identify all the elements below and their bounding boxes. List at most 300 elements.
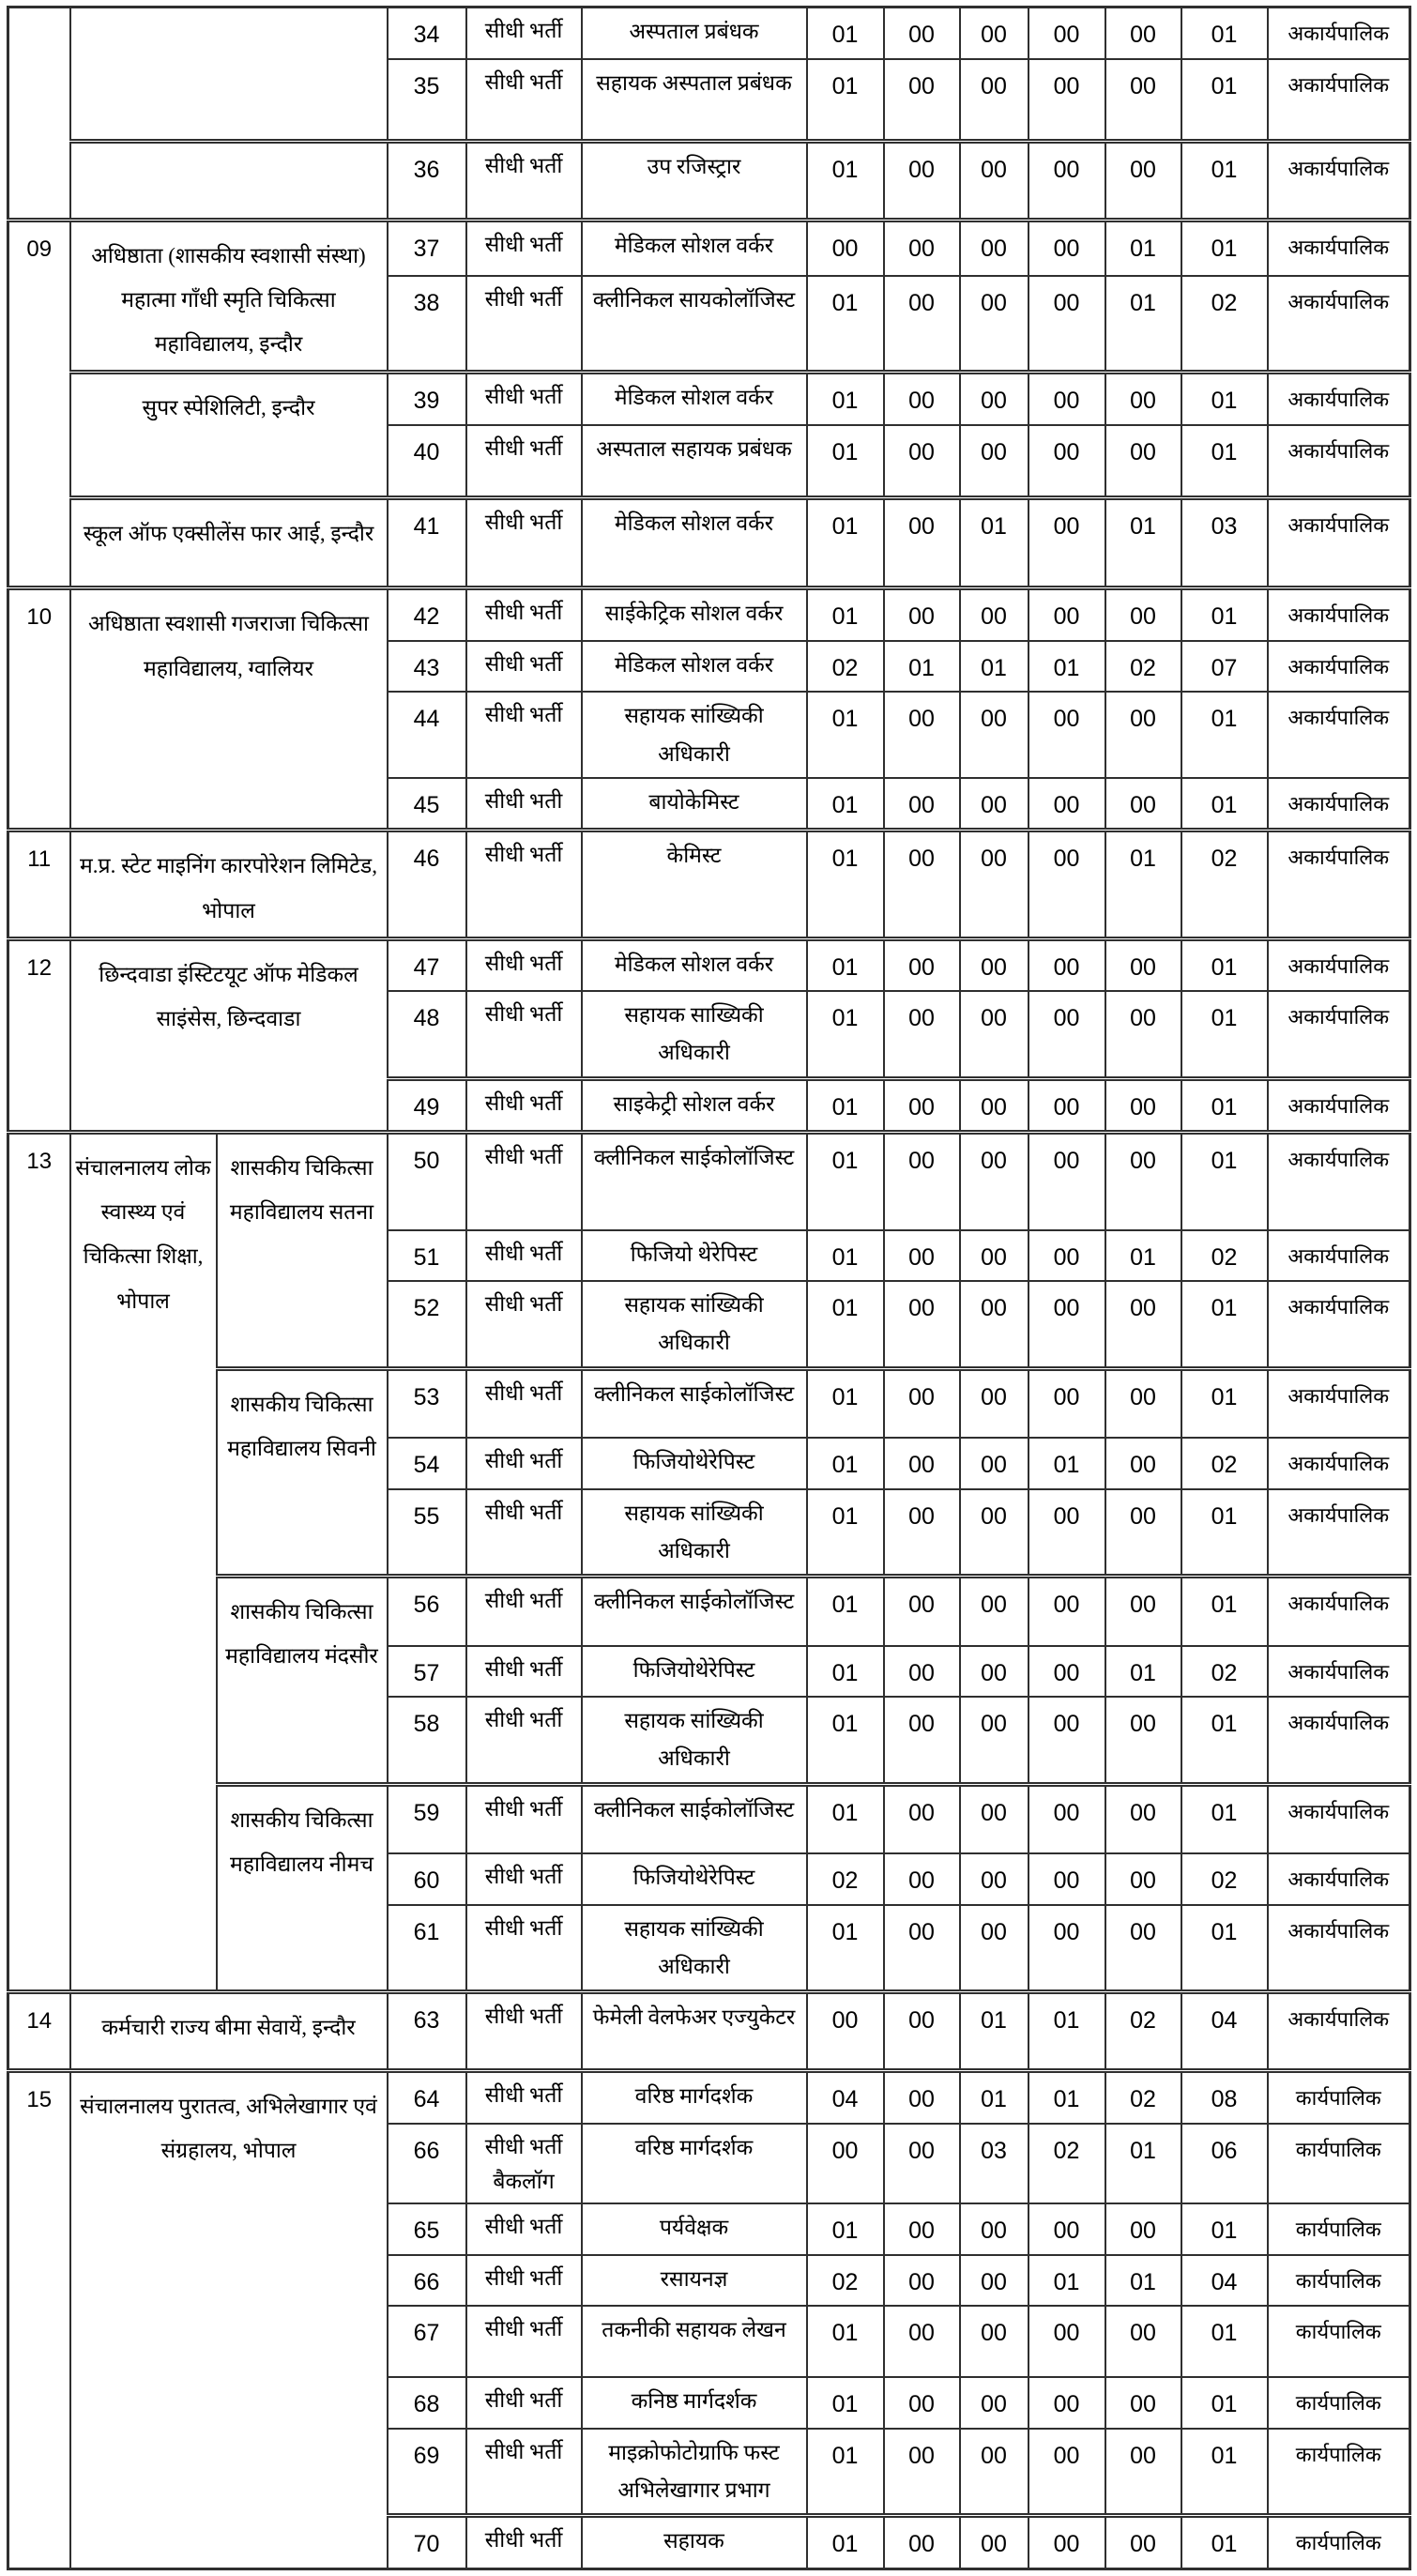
vacancy-count-cell: 00 (1028, 2429, 1105, 2516)
table-row (8, 498, 1410, 588)
category-cell: अकार्यपालिक (1268, 8, 1410, 59)
vacancy-count-cell: 00 (1028, 498, 1105, 588)
post-name-cell: पर्यवेक्षक (582, 2203, 807, 2255)
post-name-cell: सहायक साख्यिकी अधिकारी (582, 991, 807, 1078)
vacancy-count-cell: 01 (807, 1905, 884, 1992)
vacancy-count-cell: 02 (1105, 2071, 1181, 2124)
vacancy-count-cell: 00 (884, 991, 960, 1078)
post-name-cell: अस्पताल सहायक प्रबंधक (582, 425, 807, 498)
vacancy-count-cell: 00 (884, 1133, 960, 1230)
vacancy-count-cell: 00 (884, 59, 960, 142)
vacancy-count-cell: 00 (884, 2124, 960, 2204)
recruitment-type-cell: सीधी भर्ती (466, 1078, 582, 1133)
vacancy-count-cell: 00 (1028, 59, 1105, 142)
vacancy-count-cell: 01 (807, 1078, 884, 1133)
vacancy-count-cell: 00 (1105, 1078, 1181, 1133)
recruitment-type-cell: सीधी भर्ती (466, 1230, 582, 1282)
vacancy-count-cell: 00 (960, 1281, 1028, 1368)
vacancy-count-cell: 00 (884, 1438, 960, 1489)
vacancy-count-cell: 01 (1105, 1646, 1181, 1698)
vacancy-count-cell: 00 (884, 1784, 960, 1853)
recruitment-type-cell: सीधी भर्ती (466, 221, 582, 277)
group-number-cell: 11 (8, 831, 70, 938)
vacancy-count-cell: 01 (807, 831, 884, 938)
vacancy-count-cell: 01 (807, 1784, 884, 1853)
vacancy-count-cell: 00 (884, 2429, 960, 2516)
category-cell: कार्यपालिक (1268, 2255, 1410, 2307)
vacancy-count-cell: 00 (1105, 2429, 1181, 2516)
vacancy-count-cell: 00 (884, 373, 960, 425)
group-number-cell: 12 (8, 938, 70, 1133)
empty-institution-cell (70, 8, 388, 142)
category-cell: अकार्यपालिक (1268, 1078, 1410, 1133)
recruitment-type-cell: सीधी भर्ती (466, 1281, 582, 1368)
post-serial-cell: 55 (388, 1489, 466, 1577)
category-cell: कार्यपालिक (1268, 2124, 1410, 2204)
vacancy-count-cell: 01 (807, 1281, 884, 1368)
category-cell: अकार्यपालिक (1268, 142, 1410, 221)
vacancy-count-cell: 02 (1181, 276, 1268, 373)
vacancy-count-cell: 00 (960, 1577, 1028, 1646)
table-row (8, 1133, 1410, 1230)
vacancy-count-cell: 01 (884, 641, 960, 693)
vacancy-count-cell: 01 (1181, 425, 1268, 498)
category-cell: अकार्यपालिक (1268, 938, 1410, 991)
recruitment-type-cell: सीधी भर्ती (466, 1646, 582, 1698)
table-row (8, 1784, 1410, 1853)
table-row (8, 221, 1410, 277)
vacancy-count-cell: 00 (884, 588, 960, 641)
vacancy-count-cell: 00 (960, 2429, 1028, 2516)
recruitment-type-cell: सीधी भर्ती (466, 1489, 582, 1577)
category-cell: कार्यपालिक (1268, 2516, 1410, 2569)
post-serial-cell: 52 (388, 1281, 466, 1368)
vacancy-count-cell: 01 (1181, 2203, 1268, 2255)
vacancy-count-cell: 00 (884, 498, 960, 588)
post-serial-cell: 43 (388, 641, 466, 693)
vacancy-count-cell: 01 (1181, 1697, 1268, 1784)
vacancy-count-cell: 00 (960, 59, 1028, 142)
post-name-cell: साइकेट्री सोशल वर्कर (582, 1078, 807, 1133)
vacancy-count-cell: 01 (1028, 2255, 1105, 2307)
table-row (8, 373, 1410, 425)
vacancy-count-cell: 02 (1105, 1992, 1181, 2071)
post-serial-cell: 66 (388, 2255, 466, 2307)
vacancy-count-cell: 00 (884, 2306, 960, 2377)
vacancy-count-cell: 00 (960, 1078, 1028, 1133)
vacancy-count-cell: 00 (1105, 1281, 1181, 1368)
vacancy-count-cell: 00 (960, 831, 1028, 938)
post-name-cell: सहायक सांख्यिकी अधिकारी (582, 692, 807, 778)
vacancy-count-cell: 01 (807, 938, 884, 991)
vacancy-count-cell: 00 (960, 991, 1028, 1078)
vacancy-count-cell: 00 (884, 1905, 960, 1992)
post-name-cell: सहायक सांख्यिकी अधिकारी (582, 1905, 807, 1992)
vacancy-count-cell: 01 (1181, 1489, 1268, 1577)
post-name-cell: रसायनज्ञ (582, 2255, 807, 2307)
post-name-cell: फिजियोथेरेपिस्ट (582, 1438, 807, 1489)
category-cell: अकार्यपालिक (1268, 831, 1410, 938)
vacancy-count-cell: 00 (1105, 425, 1181, 498)
vacancy-count-cell: 00 (1028, 831, 1105, 938)
recruitment-type-cell: सीधी भर्ती (466, 2071, 582, 2124)
vacancy-count-cell: 00 (960, 142, 1028, 221)
post-serial-cell: 57 (388, 1646, 466, 1698)
group-number-cell: 10 (8, 588, 70, 831)
recruitment-type-cell: सीधी भर्ती (466, 276, 582, 373)
vacancy-count-cell: 00 (884, 1230, 960, 1282)
recruitment-type-cell: सीधी भर्ती (466, 2516, 582, 2569)
recruitment-type-cell: सीधी भर्ती (466, 1784, 582, 1853)
vacancy-count-cell: 01 (807, 692, 884, 778)
vacancy-count-cell: 01 (1105, 831, 1181, 938)
vacancy-count-cell: 00 (1028, 2516, 1105, 2569)
vacancy-count-cell: 00 (884, 1697, 960, 1784)
vacancy-count-cell: 00 (960, 2255, 1028, 2307)
vacancy-count-cell: 01 (1181, 1905, 1268, 1992)
vacancy-count-cell: 00 (884, 1992, 960, 2071)
post-serial-cell: 47 (388, 938, 466, 991)
institution-cell: अधिष्ठाता (शासकीय स्वशासी संस्था) महात्मा गाँधी स्मृति चिकित्सा महाविद्यालय, इन्दौर (70, 221, 388, 373)
vacancy-count-cell: 01 (807, 1489, 884, 1577)
vacancy-count-cell: 00 (1105, 59, 1181, 142)
vacancy-count-cell: 00 (1028, 588, 1105, 641)
vacancy-count-cell: 00 (884, 1577, 960, 1646)
vacancy-count-cell: 01 (1105, 221, 1181, 277)
recruitment-type-cell: सीधी भर्ती (466, 831, 582, 938)
vacancy-count-cell: 00 (884, 221, 960, 277)
vacancy-count-cell: 00 (884, 692, 960, 778)
category-cell: अकार्यपालिक (1268, 1438, 1410, 1489)
post-name-cell: सहायक सांख्यिकी अधिकारी (582, 1281, 807, 1368)
vacancy-count-cell: 01 (807, 1438, 884, 1489)
table-row (8, 938, 1410, 991)
category-cell: अकार्यपालिक (1268, 1853, 1410, 1905)
vacancy-count-cell: 00 (960, 692, 1028, 778)
vacancy-count-cell: 00 (1105, 373, 1181, 425)
table-row (8, 1368, 1410, 1438)
post-serial-cell: 49 (388, 1078, 466, 1133)
category-cell: अकार्यपालिक (1268, 373, 1410, 425)
post-name-cell: फिजियो थेरेपिस्ट (582, 1230, 807, 1282)
vacancy-count-cell: 00 (1105, 2203, 1181, 2255)
vacancy-count-cell: 02 (1181, 1230, 1268, 1282)
institution-cell: छिन्दवाडा इंस्टिटयूट ऑफ मेडिकल साइंसेस, छिन्दवाडा (70, 938, 388, 1133)
category-cell: अकार्यपालिक (1268, 425, 1410, 498)
vacancy-count-cell: 01 (1181, 1784, 1268, 1853)
vacancy-count-cell: 01 (1181, 692, 1268, 778)
vacancy-count-cell: 00 (1028, 991, 1105, 1078)
post-name-cell: कनिष्ठ मार्गदर्शक (582, 2377, 807, 2429)
vacancy-count-cell: 01 (960, 1992, 1028, 2071)
vacancy-count-cell: 00 (884, 276, 960, 373)
vacancy-count-cell: 00 (1105, 142, 1181, 221)
recruitment-type-cell: सीधी भर्ती (466, 2255, 582, 2307)
vacancy-count-cell: 01 (807, 142, 884, 221)
post-serial-cell: 69 (388, 2429, 466, 2516)
vacancy-count-cell: 00 (960, 1438, 1028, 1489)
vacancy-count-cell: 00 (1028, 276, 1105, 373)
post-serial-cell: 54 (388, 1438, 466, 1489)
group-number-cell: 13 (8, 1133, 70, 1992)
vacancy-count-cell: 01 (1105, 1230, 1181, 1282)
post-name-cell: मेडिकल सोशल वर्कर (582, 641, 807, 693)
vacancy-count-cell: 00 (884, 2516, 960, 2569)
vacancy-count-cell: 00 (1028, 1078, 1105, 1133)
vacancy-count-cell: 00 (1028, 1784, 1105, 1853)
vacancy-count-cell: 00 (1105, 692, 1181, 778)
vacancy-count-cell: 00 (1028, 425, 1105, 498)
institution-cell: सुपर स्पेशिलिटी, इन्दौर (70, 373, 388, 498)
post-serial-cell: 45 (388, 778, 466, 831)
vacancy-count-cell: 00 (960, 1133, 1028, 1230)
recruitment-type-cell: सीधी भर्ती (466, 373, 582, 425)
recruitment-type-cell: सीधी भर्ती (466, 991, 582, 1078)
post-serial-cell: 42 (388, 588, 466, 641)
recruitment-type-cell: सीधी भर्ती बैकलॉग (466, 2124, 582, 2204)
recruitment-type-cell: सीधी भर्ती (466, 1853, 582, 1905)
vacancy-count-cell: 01 (1181, 1133, 1268, 1230)
vacancy-count-cell: 01 (1181, 1078, 1268, 1133)
vacancy-count-cell: 00 (1028, 692, 1105, 778)
vacancy-count-cell: 01 (807, 425, 884, 498)
vacancy-count-cell: 01 (1181, 1281, 1268, 1368)
vacancy-count-cell: 00 (1105, 1905, 1181, 1992)
vacancy-count-cell: 00 (807, 2124, 884, 2204)
vacancy-count-cell: 00 (960, 1853, 1028, 1905)
vacancy-count-cell: 00 (1028, 1230, 1105, 1282)
vacancy-count-cell: 00 (1105, 1784, 1181, 1853)
post-name-cell: क्लीनिकल साईकोलॉजिस्ट (582, 1784, 807, 1853)
vacancy-count-cell: 01 (1181, 991, 1268, 1078)
category-cell: कार्यपालिक (1268, 2071, 1410, 2124)
vacancy-count-cell: 00 (1028, 1577, 1105, 1646)
vacancy-count-cell: 00 (884, 142, 960, 221)
vacancy-count-cell: 00 (960, 276, 1028, 373)
vacancy-count-cell: 00 (884, 425, 960, 498)
vacancy-count-cell: 01 (1105, 498, 1181, 588)
vacancy-count-cell: 00 (1028, 2377, 1105, 2429)
vacancy-count-cell: 01 (807, 498, 884, 588)
group-number-cell: 14 (8, 1992, 70, 2071)
vacancy-count-cell: 01 (1105, 276, 1181, 373)
table-row (8, 831, 1410, 938)
category-cell: कार्यपालिक (1268, 2203, 1410, 2255)
post-serial-cell: 53 (388, 1368, 466, 1438)
vacancy-count-cell: 00 (960, 1646, 1028, 1698)
post-serial-cell: 46 (388, 831, 466, 938)
recruitment-type-cell: सीधी भर्ती (466, 425, 582, 498)
institution-cell: संचालनालय लोक स्वास्थ्य एवं चिकित्सा शिक्षा, भोपाल (70, 1133, 217, 1992)
category-cell: अकार्यपालिक (1268, 221, 1410, 277)
vacancy-count-cell: 00 (884, 2203, 960, 2255)
vacancy-count-cell: 01 (807, 373, 884, 425)
post-name-cell: फिजियोथेरेपिस्ट (582, 1853, 807, 1905)
vacancy-count-cell: 00 (884, 1853, 960, 1905)
post-name-cell: सहायक सांख्यिकी अधिकारी (582, 1697, 807, 1784)
institution-cell: अधिष्ठाता स्वशासी गजराजा चिकित्सा महाविद्यालय, ग्वालियर (70, 588, 388, 831)
category-cell: कार्यपालिक (1268, 2377, 1410, 2429)
post-name-cell: मेडिकल सोशल वर्कर (582, 938, 807, 991)
vacancy-count-cell: 00 (884, 2255, 960, 2307)
vacancy-count-cell: 01 (1105, 2124, 1181, 2204)
vacancy-count-cell: 01 (1105, 2255, 1181, 2307)
vacancy-count-cell: 00 (1028, 778, 1105, 831)
vacancy-count-cell: 02 (1181, 1646, 1268, 1698)
vacancy-count-cell: 00 (1105, 2306, 1181, 2377)
post-serial-cell: 38 (388, 276, 466, 373)
post-serial-cell: 51 (388, 1230, 466, 1282)
vacancy-count-cell: 00 (1105, 2516, 1181, 2569)
post-name-cell: साईकेट्रिक सोशल वर्कर (582, 588, 807, 641)
vacancy-count-cell: 04 (807, 2071, 884, 2124)
vacancy-count-cell: 00 (960, 588, 1028, 641)
vacancy-count-cell: 01 (807, 1646, 884, 1698)
institution-cell: संचालनालय पुरातत्व, अभिलेखागार एवं संग्रहालय, भोपाल (70, 2071, 388, 2569)
vacancy-count-cell: 00 (960, 2306, 1028, 2377)
category-cell: अकार्यपालिक (1268, 778, 1410, 831)
vacancy-count-cell: 00 (1028, 142, 1105, 221)
vacancy-count-cell: 00 (1105, 991, 1181, 1078)
vacancy-count-cell: 02 (1181, 1853, 1268, 1905)
vacancy-count-cell: 00 (1028, 2203, 1105, 2255)
category-cell: अकार्यपालिक (1268, 1646, 1410, 1698)
vacancy-count-cell: 00 (1105, 1489, 1181, 1577)
institution-cell: कर्मचारी राज्य बीमा सेवायें, इन्दौर (70, 1992, 388, 2071)
post-name-cell: क्लीनिकल साईकोलॉजिस्ट (582, 1133, 807, 1230)
vacancy-count-cell: 01 (1181, 373, 1268, 425)
vacancy-count-cell: 01 (807, 2377, 884, 2429)
vacancy-count-cell: 02 (807, 641, 884, 693)
vacancy-count-cell: 01 (807, 1133, 884, 1230)
recruitment-type-cell: सीधी भर्ती (466, 588, 582, 641)
vacancy-count-cell: 08 (1181, 2071, 1268, 2124)
vacancy-count-cell: 01 (1028, 641, 1105, 693)
vacancy-count-cell: 01 (960, 2071, 1028, 2124)
category-cell: अकार्यपालिक (1268, 498, 1410, 588)
vacancy-count-cell: 00 (960, 8, 1028, 59)
vacancy-count-cell: 01 (1181, 778, 1268, 831)
recruitment-type-cell: सीधी भर्ती (466, 142, 582, 221)
table-row (8, 1577, 1410, 1646)
category-cell: अकार्यपालिक (1268, 276, 1410, 373)
vacancy-count-cell: 00 (960, 1489, 1028, 1577)
vacancy-count-cell: 00 (960, 778, 1028, 831)
post-serial-cell: 56 (388, 1577, 466, 1646)
vacancy-count-cell: 00 (884, 1489, 960, 1577)
vacancy-count-cell: 01 (1181, 1368, 1268, 1438)
post-serial-cell: 36 (388, 142, 466, 221)
vacancy-count-cell: 01 (807, 1230, 884, 1282)
recruitment-type-cell: सीधी भर्ती (466, 2429, 582, 2516)
post-name-cell: क्लीनिकल साईकोलॉजिस्ट (582, 1577, 807, 1646)
post-name-cell: वरिष्ठ मार्गदर्शक (582, 2124, 807, 2204)
institution-subunit-cell: शासकीय चिकित्सा महाविद्यालय मंदसौर (217, 1577, 388, 1785)
post-serial-cell: 68 (388, 2377, 466, 2429)
category-cell: कार्यपालिक (1268, 2429, 1410, 2516)
table-row (8, 2071, 1410, 2124)
category-cell: अकार्यपालिक (1268, 1489, 1410, 1577)
vacancy-count-cell: 00 (960, 1697, 1028, 1784)
post-serial-cell: 34 (388, 8, 466, 59)
recruitment-type-cell: सीधी भर्ती (466, 938, 582, 991)
vacancy-count-cell: 01 (807, 778, 884, 831)
post-serial-cell: 65 (388, 2203, 466, 2255)
vacancy-count-cell: 00 (1105, 588, 1181, 641)
group-number-cell: 15 (8, 2071, 70, 2569)
post-serial-cell: 50 (388, 1133, 466, 1230)
post-name-cell: मेडिकल सोशल वर्कर (582, 221, 807, 277)
vacancy-count-cell: 00 (1105, 1438, 1181, 1489)
vacancy-count-cell: 00 (1105, 1577, 1181, 1646)
vacancy-count-cell: 00 (1028, 8, 1105, 59)
category-cell: अकार्यपालिक (1268, 1368, 1410, 1438)
vacancy-count-cell: 00 (884, 1281, 960, 1368)
recruitment-type-cell: सीधी भर्ती (466, 1697, 582, 1784)
empty-group-number-cell (8, 8, 70, 221)
institution-subunit-cell: शासकीय चिकित्सा महाविद्यालय नीमच (217, 1784, 388, 1992)
vacancy-count-cell: 01 (1181, 59, 1268, 142)
vacancy-count-cell: 01 (807, 1577, 884, 1646)
post-name-cell: बायोकेमिस्ट (582, 778, 807, 831)
post-name-cell: सहायक अस्पताल प्रबंधक (582, 59, 807, 142)
vacancy-count-cell: 04 (1181, 2255, 1268, 2307)
vacancy-count-cell: 00 (960, 373, 1028, 425)
vacancy-count-cell: 00 (1105, 778, 1181, 831)
post-serial-cell: 37 (388, 221, 466, 277)
empty-institution-cell (70, 142, 388, 221)
vacancy-count-cell: 00 (1028, 1281, 1105, 1368)
recruitment-type-cell: सीधी भर्ती (466, 2203, 582, 2255)
vacancy-count-cell: 00 (884, 8, 960, 59)
vacancy-count-cell: 00 (1028, 1853, 1105, 1905)
vacancy-count-cell: 00 (884, 1646, 960, 1698)
vacancy-count-cell: 02 (807, 2255, 884, 2307)
vacancy-count-cell: 00 (1105, 2377, 1181, 2429)
post-serial-cell: 67 (388, 2306, 466, 2377)
recruitment-type-cell: सीधी भर्ती (466, 2377, 582, 2429)
table-row (8, 8, 1410, 59)
vacancy-count-cell: 03 (1181, 498, 1268, 588)
vacancy-count-cell: 01 (807, 991, 884, 1078)
vacancy-count-cell: 00 (1028, 1905, 1105, 1992)
post-name-cell: तकनीकी सहायक लेखन (582, 2306, 807, 2377)
vacancy-count-cell: 00 (1105, 1853, 1181, 1905)
category-cell: अकार्यपालिक (1268, 692, 1410, 778)
vacancy-count-cell: 00 (884, 2071, 960, 2124)
vacancy-count-cell: 01 (1181, 221, 1268, 277)
vacancy-count-cell: 00 (1028, 1489, 1105, 1577)
vacancy-count-cell: 00 (1105, 938, 1181, 991)
vacancy-count-cell: 00 (884, 831, 960, 938)
vacancy-count-cell: 01 (1181, 142, 1268, 221)
vacancy-count-cell: 07 (1181, 641, 1268, 693)
vacancy-count-cell: 01 (1028, 1992, 1105, 2071)
vacancy-count-cell: 00 (884, 938, 960, 991)
post-serial-cell: 64 (388, 2071, 466, 2124)
vacancy-count-cell: 01 (807, 1697, 884, 1784)
vacancy-count-cell: 01 (807, 2429, 884, 2516)
vacancy-count-cell: 00 (1105, 8, 1181, 59)
category-cell: अकार्यपालिक (1268, 1905, 1410, 1992)
post-name-cell: माइक्रोफोटोग्राफि फस्ट अभिलेखागार प्रभाग (582, 2429, 807, 2516)
post-serial-cell: 66 (388, 2124, 466, 2204)
vacancy-count-cell: 00 (960, 2203, 1028, 2255)
recruitment-type-cell: सीधी भर्ती (466, 692, 582, 778)
category-cell: अकार्यपालिक (1268, 1784, 1410, 1853)
vacancy-count-cell: 00 (960, 1784, 1028, 1853)
recruitment-type-cell: सीधी भर्ती (466, 1438, 582, 1489)
